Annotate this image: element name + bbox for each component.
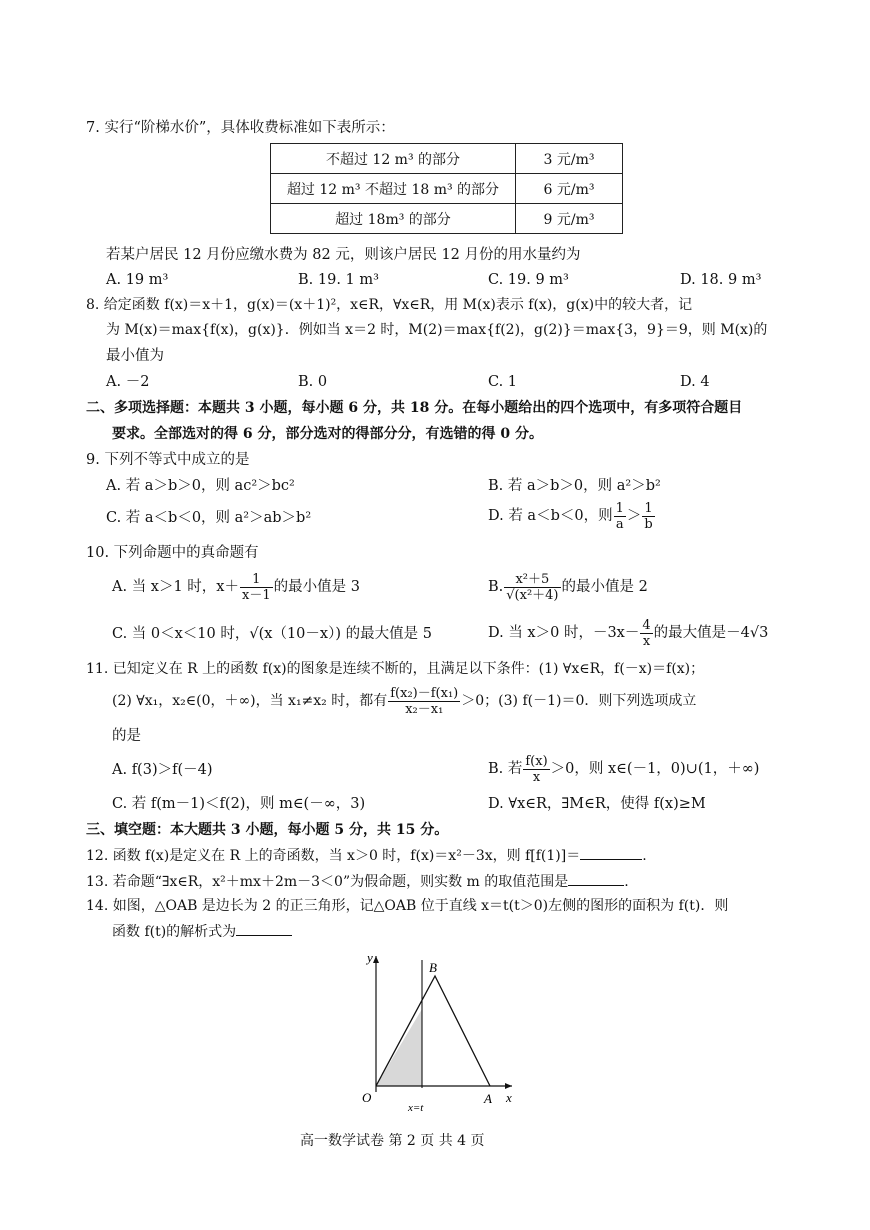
- q11-option-c: C. 若 f(m－1)＜f(2)，则 m∈(－∞，3): [112, 796, 366, 812]
- section2-heading-cont: 要求。全部选对的得 6 分，部分选对的得部分分，有选错的得 0 分。: [112, 426, 543, 442]
- table-cell: 3 元/m³: [516, 144, 623, 174]
- q8-option-c: C. 1: [488, 374, 518, 390]
- q14-line2: [112, 921, 292, 942]
- numerator: 1: [240, 572, 273, 588]
- q11-b-suffix: ＞0，则 x∈(－1，0)∪(1，＋∞): [550, 761, 760, 777]
- q14-line1: 14. 如图，△OAB 是边长为 2 的正三角形，记△OAB 位于直线 x＝t(t＞0)左侧的图形的面积为 f(t)．则: [86, 898, 729, 914]
- q10-d-suffix: 的最大值是－4√3: [653, 625, 769, 641]
- denominator: x: [642, 633, 651, 649]
- denominator: b: [644, 516, 653, 532]
- numerator: x²＋5: [504, 572, 560, 588]
- denominator: x₂－x₁: [405, 701, 444, 717]
- q10-option-d: [488, 616, 768, 650]
- answer-blank[interactable]: [568, 871, 624, 886]
- numerator: 4: [642, 617, 651, 633]
- q10-option-a: [112, 570, 360, 604]
- fraction: [388, 686, 460, 717]
- q13-text: [86, 871, 629, 892]
- q10-b-prefix: B.: [488, 579, 504, 595]
- y-axis-label: y: [367, 950, 373, 965]
- q9-d-operator: ＞: [626, 508, 642, 524]
- q8-line2: 为 M(x)＝max{f(x)，g(x)}．例如当 x＝2 时，M(2)＝max{f(2)，g(2)}＝max{3，9}＝9，则 M(x)的: [106, 322, 768, 338]
- q7-option-d: D. 18. 9 m³: [680, 272, 762, 288]
- q11-b-prefix: B. 若: [488, 761, 523, 777]
- table-cell: 超过 18m³ 的部分: [271, 204, 516, 234]
- section3-heading: 三、填空题：本大题共 3 小题，每小题 5 分，共 15 分。: [86, 822, 449, 838]
- q13-stem: 13. 若命题“∃x∈R，x²＋mx＋2m－3＜0”为假命题，则实数 m 的取值范围是: [86, 874, 569, 890]
- q9-option-b: B. 若 a＞b＞0，则 a²＞b²: [488, 478, 661, 494]
- origin-label: O: [362, 1090, 372, 1105]
- fraction: [504, 572, 560, 603]
- q10-a-suffix: 的最小值是 3: [273, 579, 360, 595]
- q11-line2-prefix: (2) ∀x₁，x₂∈(0，＋∞)，当 x₁≠x₂ 时，都有: [112, 693, 388, 709]
- page-footer: 高一数学试卷 第 2 页 共 4 页: [300, 1133, 485, 1149]
- point-a-label: A: [484, 1091, 492, 1106]
- denominator: x－1: [242, 587, 271, 603]
- q12-end: .: [642, 848, 647, 864]
- q9-option-c: C. 若 a＜b＜0，则 a²＞ab＞b²: [106, 510, 312, 526]
- table-row: [271, 204, 623, 234]
- q10-option-b: [488, 570, 648, 604]
- answer-blank[interactable]: [580, 845, 642, 860]
- section2-heading: 二、多项选择题：本题共 3 小题，每小题 6 分，共 18 分。在每小题给出的四个选项中，有多项符合题目: [86, 400, 743, 416]
- table-cell: 不超过 12 m³ 的部分: [271, 144, 516, 174]
- q14-line2-text: 函数 f(t)的解析式为: [112, 924, 237, 940]
- q7-option-a: A. 19 m³: [106, 272, 169, 288]
- numerator: 1: [615, 500, 624, 516]
- x-axis-label: x: [506, 1090, 512, 1105]
- fraction: [523, 754, 549, 785]
- table-cell: 9 元/m³: [516, 204, 623, 234]
- q8-option-a: A. －2: [106, 374, 150, 390]
- q11-line1: 11. 已知定义在 R 上的函数 f(x)的图象是连续不断的，且满足以下条件：(1) ∀x∈R，f(－x)＝f(x)；: [86, 661, 705, 677]
- point-b-label: B: [429, 960, 437, 975]
- triangle-figure: [350, 948, 520, 1118]
- fraction: [640, 618, 652, 649]
- table-cell: 超过 12 m³ 不超过 18 m³ 的部分: [271, 174, 516, 204]
- q9-d-prefix: D. 若 a＜b＜0，则: [488, 508, 613, 524]
- denominator: √(x²＋4): [506, 587, 559, 603]
- table-cell: 6 元/m³: [516, 174, 623, 204]
- numerator: f(x₂)－f(x₁): [390, 685, 459, 701]
- q11-option-a: A. f(3)＞f(－4): [112, 762, 213, 778]
- q9-option-d: [488, 500, 656, 532]
- answer-blank[interactable]: [236, 921, 292, 936]
- q11-option-b: [488, 752, 759, 786]
- q10-option-c: C. 当 0＜x＜10 时，√(x（10－x）) 的最大值是 5: [112, 626, 432, 642]
- q7-option-b: B. 19. 1 m³: [298, 272, 379, 288]
- denominator: a: [615, 516, 624, 532]
- fraction: [642, 501, 654, 532]
- table-row: [271, 174, 623, 204]
- q7-option-c: C. 19. 9 m³: [488, 272, 569, 288]
- q7-stem: 7. 实行“阶梯水价”，具体收费标准如下表所示：: [86, 120, 395, 136]
- fraction: [240, 572, 273, 603]
- q11-option-d: D. ∀x∈R，∃M∈R，使得 f(x)≥M: [488, 796, 706, 812]
- q12-text: [86, 845, 647, 866]
- table-row: [271, 144, 623, 174]
- q10-a-prefix: A. 当 x＞1 时，x＋: [112, 579, 239, 595]
- q10-stem: 10. 下列命题中的真命题有: [86, 545, 259, 561]
- numerator: 1: [642, 501, 654, 517]
- q8-option-d: D. 4: [680, 374, 710, 390]
- q10-b-suffix: 的最小值是 2: [561, 579, 648, 595]
- q9-option-a: A. 若 a＞b＞0，则 ac²＞bc²: [106, 478, 295, 494]
- q12-stem: 12. 函数 f(x)是定义在 R 上的奇函数，当 x＞0 时，f(x)＝x²－3x，则 f[f(1)]＝: [86, 848, 581, 864]
- q11-line2: [112, 684, 696, 718]
- q8-line1: 8. 给定函数 f(x)＝x＋1，g(x)＝(x＋1)²，x∈R，∀x∈R，用 M(x)表示 f(x)，g(x)中的较大者，记: [86, 297, 693, 313]
- q10-d-prefix: D. 当 x＞0 时，－3x－: [488, 625, 640, 641]
- q13-end: .: [624, 874, 629, 890]
- denominator: x: [532, 769, 541, 785]
- water-price-table: [270, 143, 623, 234]
- q8-line3: 最小值为: [106, 348, 164, 364]
- q7-stem2: 若某户居民 12 月份应缴水费为 82 元，则该户居民 12 月份的用水量约为: [106, 247, 581, 263]
- fraction: [614, 501, 626, 532]
- q8-option-b: B. 0: [298, 374, 328, 390]
- numerator: f(x): [525, 753, 548, 769]
- line-label: x=t: [408, 1102, 424, 1114]
- q11-line2-suffix: ＞0；(3) f(－1)＝0．则下列选项成立: [461, 693, 697, 709]
- q9-stem: 9. 下列不等式中成立的是: [86, 452, 250, 468]
- q11-line3: 的是: [112, 728, 141, 744]
